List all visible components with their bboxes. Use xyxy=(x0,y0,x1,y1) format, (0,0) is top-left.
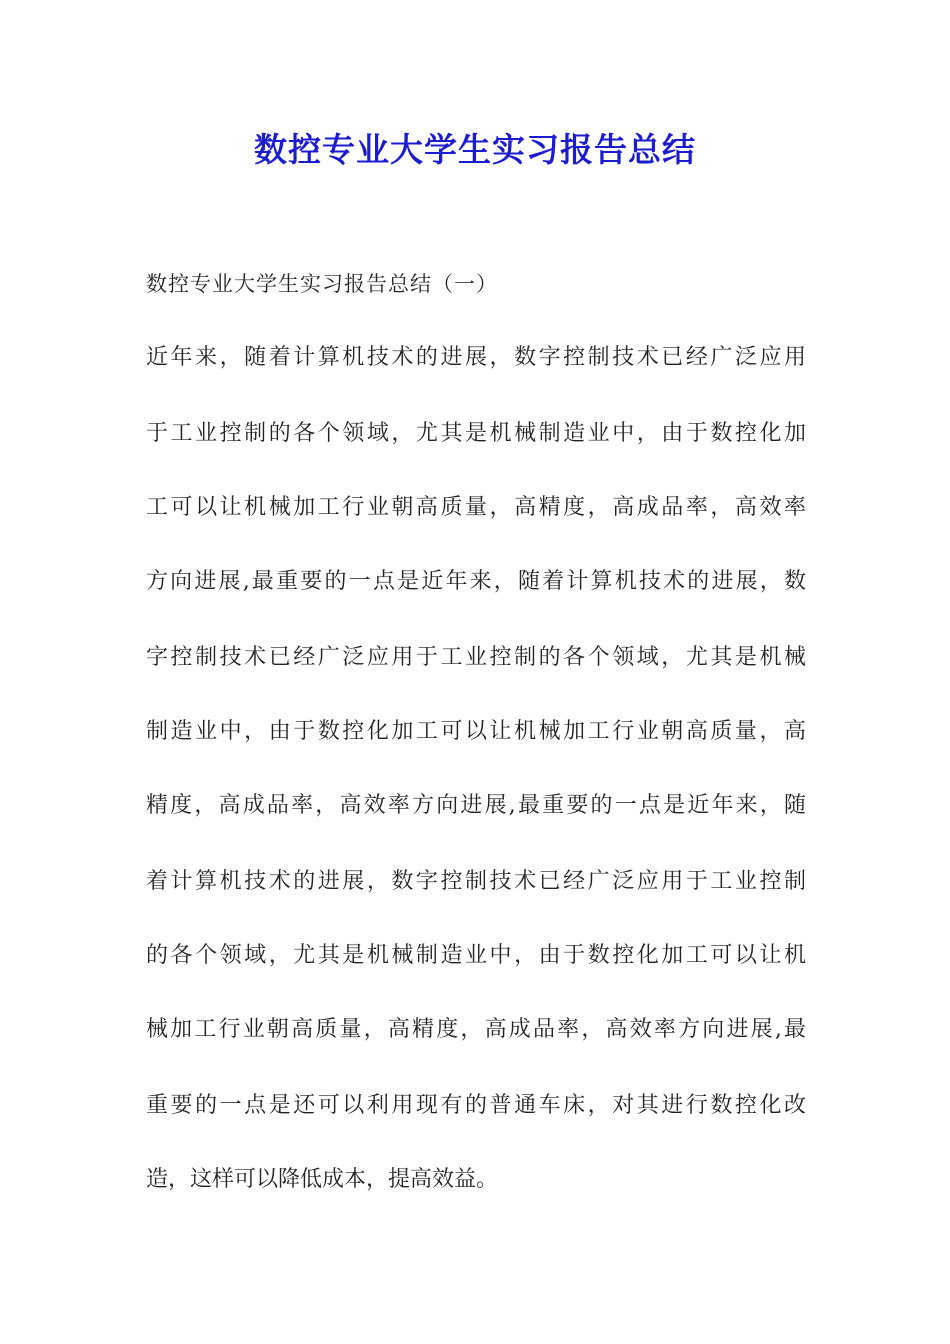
paragraph-line: 的各个领域，尤其是机械制造业中，由于数控化加工可以让机 xyxy=(146,943,806,968)
section-heading: 数控专业大学生实习报告总结（一） xyxy=(146,272,498,296)
paragraph-line: 重要的一点是还可以利用现有的普通车床，对其进行数控化改 xyxy=(146,1093,806,1118)
paragraph-line: 精度，高成品率，高效率方向进展,最重要的一点是近年来，随 xyxy=(146,793,806,818)
paragraph-line: 着计算机技术的进展，数字控制技术已经广泛应用于工业控制 xyxy=(146,869,806,894)
paragraph-line: 近年来，随着计算机技术的进展，数字控制技术已经广泛应用 xyxy=(146,345,806,370)
document-title: 数控专业大学生实习报告总结 xyxy=(254,130,696,169)
paragraph-line: 械加工行业朝高质量，高精度，高成品率，高效率方向进展,最 xyxy=(146,1017,806,1042)
paragraph-line: 制造业中，由于数控化加工可以让机械加工行业朝高质量，高 xyxy=(146,719,806,744)
paragraph-line: 造，这样可以降低成本，提高效益。 xyxy=(146,1167,499,1192)
paragraph-line: 方向进展,最重要的一点是近年来，随着计算机技术的进展，数 xyxy=(146,569,806,594)
paragraph-line: 于工业控制的各个领域，尤其是机械制造业中，由于数控化加 xyxy=(146,421,806,446)
paragraph-line: 字控制技术已经广泛应用于工业控制的各个领域，尤其是机械 xyxy=(146,645,806,670)
paragraph-line: 工可以让机械加工行业朝高质量，高精度，高成品率，高效率 xyxy=(146,495,806,520)
